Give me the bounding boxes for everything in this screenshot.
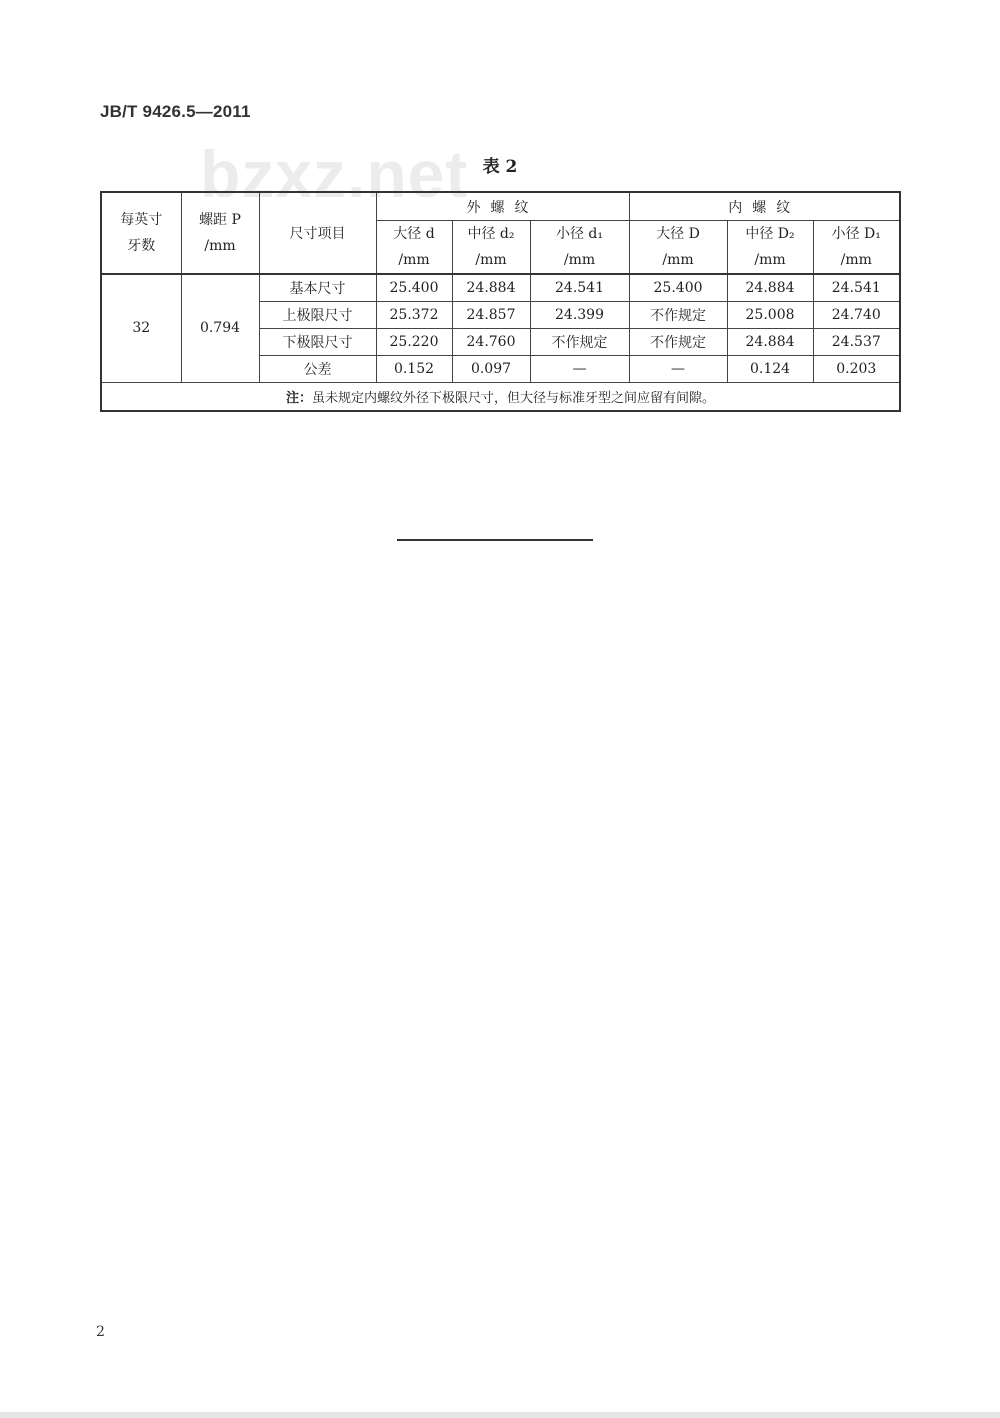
- table-cell: 24.884: [727, 274, 813, 301]
- table-title: 表 2: [482, 157, 518, 177]
- header-item: 尺寸项目: [259, 192, 376, 274]
- table-cell: 25.008: [727, 301, 813, 328]
- table-cell: 0.097: [452, 355, 530, 382]
- table-cell: —: [629, 355, 727, 382]
- header-internal-major: 大径 D /mm: [629, 221, 727, 275]
- table-cell: 不作规定: [629, 328, 727, 355]
- table-cell: 24.760: [452, 328, 530, 355]
- header-external-thread: 外螺纹: [376, 192, 629, 221]
- table-cell: 0.124: [727, 355, 813, 382]
- page-bottom-edge: [0, 1412, 1000, 1418]
- row-item: 下极限尺寸: [259, 328, 376, 355]
- header-tpi: 每英寸 牙数: [101, 192, 181, 274]
- pitch-value: 0.794: [181, 274, 259, 382]
- standard-number: JB/T 9426.5—2011: [100, 102, 251, 121]
- table-cell: 25.400: [376, 274, 452, 301]
- table-cell: 24.537: [813, 328, 900, 355]
- tpi-value: 32: [101, 274, 181, 382]
- row-item: 公差: [259, 355, 376, 382]
- table-cell: 不作规定: [530, 328, 629, 355]
- table-cell: 24.541: [813, 274, 900, 301]
- page-number: 2: [96, 1324, 105, 1340]
- table-cell: 25.372: [376, 301, 452, 328]
- table-row: [101, 274, 900, 301]
- table-cell: 0.203: [813, 355, 900, 382]
- table-cell: 25.220: [376, 328, 452, 355]
- table-cell: 24.541: [530, 274, 629, 301]
- table-cell: —: [530, 355, 629, 382]
- header-internal-thread: 内螺纹: [629, 192, 900, 221]
- table-cell: 不作规定: [629, 301, 727, 328]
- header-external-major: 大径 d /mm: [376, 221, 452, 275]
- header-internal-minor: 小径 D₁ /mm: [813, 221, 900, 275]
- watermark: bzxz.net: [200, 137, 469, 211]
- table-cell: 24.857: [452, 301, 530, 328]
- thread-dimension-table: [100, 191, 901, 412]
- header-internal-pitch: 中径 D₂ /mm: [727, 221, 813, 275]
- table-cell: 0.152: [376, 355, 452, 382]
- header-external-minor: 小径 d₁ /mm: [530, 221, 629, 275]
- note-text: 虽未规定内螺纹外径下极限尺寸，但大径与标准牙型之间应留有间隙。: [312, 390, 716, 406]
- header-external-pitch: 中径 d₂ /mm: [452, 221, 530, 275]
- table-note: [101, 382, 900, 411]
- note-prefix: 注：: [285, 390, 312, 406]
- table-cell: 24.884: [452, 274, 530, 301]
- row-item: 上极限尺寸: [259, 301, 376, 328]
- row-item: 基本尺寸: [259, 274, 376, 301]
- table-note-row: [101, 382, 900, 411]
- header-pitch: 螺距 P /mm: [181, 192, 259, 274]
- end-rule: [397, 539, 593, 541]
- table-cell: 24.884: [727, 328, 813, 355]
- table-cell: 25.400: [629, 274, 727, 301]
- table-cell: 24.399: [530, 301, 629, 328]
- table-cell: 24.740: [813, 301, 900, 328]
